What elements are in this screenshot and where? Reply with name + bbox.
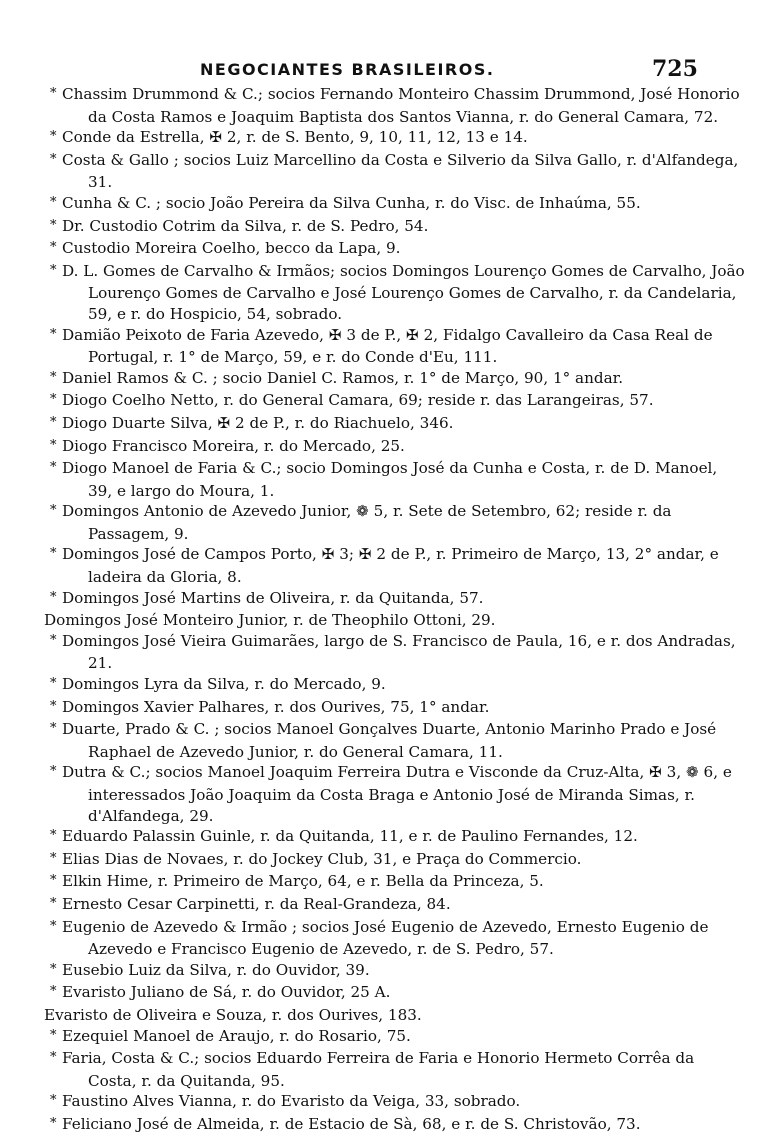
entry-text: Diogo Duarte Silva, ✠ 2 de P., r. do Riachuelo, 346. <box>62 413 454 432</box>
entry-text: Domingos Lyra da Silva, r. do Mercado, 9. <box>62 675 386 694</box>
entry-text: Duarte, Prado & C. ; socios Manoel Gonçalves Duarte, Antonio Marinho Prado e José Raphael de Azevedo Junior, r. do General Camara, 11. <box>62 720 717 761</box>
merchant-entry: * Elkin Hime, r. Primeiro de Março, 64, e r. Bella da Princeza, 5. <box>50 872 544 891</box>
entry-text: Cunha & C. ; socio João Pereira da Silva Cunha, r. do Visc. de Inhaúma, 55. <box>62 193 641 212</box>
entry-text: Faustino Alves Vianna, r. do Evaristo da Veiga, 33, sobrado. <box>62 1092 521 1111</box>
entry-text: Domingos Xavier Palhares, r. dos Ourives, 75, 1° andar. <box>62 697 490 716</box>
entry-text: Costa & Gallo ; socios Luiz Marcellino da Costa e Silverio da Silva Gallo, r. d'Alfandega, 31. <box>62 150 739 192</box>
entry-text: Conde da Estrella, ✠ 2, r. de S. Bento, 9, 10, 11, 12, 13 e 14. <box>62 128 528 147</box>
merchant-entry <box>44 1005 746 1026</box>
merchant-entry: * Diogo Francisco Moreira, r. do Mercado, 25. <box>50 436 405 455</box>
entry-text: Domingos José Martins de Oliveira, r. da Quitanda, 57. <box>62 588 484 607</box>
merchant-entry: * Ernesto Cesar Carpinetti, r. da Real-Grandeza, 84. <box>50 894 451 913</box>
merchant-list <box>44 84 746 1137</box>
entry-text: Eduardo Palassin Guinle, r. da Quitanda, 11, e r. de Paulino Fernandes, 12. <box>62 827 638 846</box>
merchant-entry: * Ezequiel Manoel de Araujo, r. do Rosario, 75. <box>50 1026 411 1045</box>
entry-text: Feliciano José de Almeida, r. de Estacio de Sà, 68, e r. de S. Christovão, 73. <box>62 1114 641 1133</box>
entry-text: Diogo Coelho Netto, r. do General Camara, 69; reside r. das Larangeiras, 57. <box>62 391 654 410</box>
merchant-entry: * Costa & Gallo ; socios Luiz Marcellino da Costa e Silverio da Silva Gallo, r. d'Alfandega, 31. <box>50 150 739 192</box>
entry-text: Damião Peixoto de Faria Azevedo, ✠ 3 de P., ✠ 2, Fidalgo Cavalleiro da Casa Real de Portugal, r. 1° de Março, 59, e r. do Conde d'Eu, 111. <box>62 325 713 367</box>
merchant-entry: * Diogo Coelho Netto, r. do General Camara, 69; reside r. das Larangeiras, 57. <box>50 391 654 410</box>
running-head <box>0 54 768 82</box>
entry-text: Domingos José de Campos Porto, ✠ 3; ✠ 2 de P., r. Primeiro de Março, 13, 2° andar, e ladeira da Gloria, 8. <box>62 545 719 587</box>
merchant-entry: * Daniel Ramos & C. ; socio Daniel C. Ramos, r. 1° de Março, 90, 1° andar. <box>50 368 624 387</box>
entry-text: Evaristo Juliano de Sá, r. do Ouvidor, 25 A. <box>62 983 391 1002</box>
entry-text: Daniel Ramos & C. ; socio Daniel C. Ramos, r. 1° de Março, 90, 1° andar. <box>62 368 624 387</box>
merchant-entry: * Diogo Manoel de Faria & C.; socio Domingos José da Cunha e Costa, r. de D. Manoel, 39, e largo do Moura, 1. <box>50 459 718 500</box>
entry-text: Evaristo de Oliveira e Souza, r. dos Ourives, 183. <box>44 1005 422 1024</box>
entry-text: Eugenio de Azevedo & Irmão ; socios José Eugenio de Azevedo, Ernesto Eugenio de Azevedo e Francisco Eugenio de Azevedo, r. de S. Pedro, 57. <box>62 917 709 959</box>
merchant-entry: * Domingos Antonio de Azevedo Junior, ❁ 5, r. Sete de Setembro, 62; reside r. da Passagem, 9. <box>50 502 672 543</box>
merchant-entry: * Dutra & C.; socios Manoel Joaquim Ferreira Dutra e Visconde da Cruz-Alta, ✠ 3, ❁ 6, e interessados João Joaquim da Costa Braga e Antonio José de Miranda Simas, r. d'Alfandega, 29. <box>50 763 732 825</box>
entry-text: Domingos José Vieira Guimarães, largo de S. Francisco de Paula, 16, e r. dos Andradas, 21. <box>62 631 736 673</box>
merchant-entry: * Faustino Alves Vianna, r. do Evaristo da Veiga, 33, sobrado. <box>50 1092 521 1111</box>
merchant-entry <box>44 610 746 631</box>
entry-text: Chassim Drummond & C.; socios Fernando Monteiro Chassim Drummond, José Honorio da Costa Ramos e Joaquim Baptista dos Santos Vianna, r. do General Camara, 72. <box>62 85 740 126</box>
entry-text: Diogo Manoel de Faria & C.; socio Domingos José da Cunha e Costa, r. de D. Manoel, 39, e largo do Moura, 1. <box>62 459 718 500</box>
merchant-entry: * Chassim Drummond & C.; socios Fernando Monteiro Chassim Drummond, José Honorio da Costa Ramos e Joaquim Baptista dos Santos Vianna, r. do General Camara, 72. <box>50 85 740 126</box>
entry-text: Ernesto Cesar Carpinetti, r. da Real-Grandeza, 84. <box>62 894 451 913</box>
entry-text: Faria, Costa & C.; socios Eduardo Ferreira de Faria e Honorio Hermeto Corrêa da Costa, r. da Quitanda, 95. <box>62 1049 695 1090</box>
merchant-entry: * Elias Dias de Novaes, r. do Jockey Club, 31, e Praça do Commercio. <box>50 849 582 868</box>
merchant-entry: * Faria, Costa & C.; socios Eduardo Ferreira de Faria e Honorio Hermeto Corrêa da Costa, r. da Quitanda, 95. <box>50 1049 695 1090</box>
merchant-entry: * Eugenio de Azevedo & Irmão ; socios José Eugenio de Azevedo, Ernesto Eugenio de Azevedo e Francisco Eugenio de Azevedo, r. de S. Pedro, 57. <box>50 917 709 959</box>
entry-text: Dr. Custodio Cotrim da Silva, r. de S. Pedro, 54. <box>62 216 429 235</box>
entry-text: D. L. Gomes de Carvalho & Irmãos; socios Domingos Lourenço Gomes de Carvalho, João Lourenço Gomes de Carvalho e José Lourenço Gomes de Carvalho, r. da Candelaria, 59, e r. do Hospicio, 54, sobrado. <box>62 261 745 323</box>
merchant-entry: * Feliciano José de Almeida, r. de Estacio de Sà, 68, e r. de S. Christovão, 73. <box>50 1114 641 1133</box>
merchant-entry: * Conde da Estrella, ✠ 2, r. de S. Bento, 9, 10, 11, 12, 13 e 14. <box>50 128 528 147</box>
entry-text: Elias Dias de Novaes, r. do Jockey Club, 31, e Praça do Commercio. <box>62 849 582 868</box>
merchant-entry: * Damião Peixoto de Faria Azevedo, ✠ 3 de P., ✠ 2, Fidalgo Cavalleiro da Casa Real de Portugal, r. 1° de Março, 59, e r. do Conde d'Eu, 111. <box>50 325 713 367</box>
running-title: NEGOCIANTES BRASILEIROS. <box>200 60 495 79</box>
merchant-entry: * Diogo Duarte Silva, ✠ 2 de P., r. do Riachuelo, 346. <box>50 413 454 432</box>
merchant-entry: * Domingos José Martins de Oliveira, r. da Quitanda, 57. <box>50 588 484 607</box>
merchant-entry: * Domingos Xavier Palhares, r. dos Ourives, 75, 1° andar. <box>50 697 490 716</box>
merchant-entry: * D. L. Gomes de Carvalho & Irmãos; socios Domingos Lourenço Gomes de Carvalho, João Lourenço Gomes de Carvalho e José Lourenço Gomes de Carvalho, r. da Candelaria, 59, e r. do Hospicio, 54, sobrado. <box>50 261 745 323</box>
entry-text: Custodio Moreira Coelho, becco da Lapa, 9. <box>62 239 401 258</box>
merchant-entry: * Dr. Custodio Cotrim da Silva, r. de S. Pedro, 54. <box>50 216 429 235</box>
merchant-entry: * Eusebio Luiz da Silva, r. do Ouvidor, 39. <box>50 960 370 979</box>
merchant-entry: * Cunha & C. ; socio João Pereira da Silva Cunha, r. do Visc. de Inhaúma, 55. <box>50 193 641 212</box>
entry-text: Domingos Antonio de Azevedo Junior, ❁ 5, r. Sete de Setembro, 62; reside r. da Passagem, 9. <box>62 502 672 543</box>
merchant-entry: * Evaristo Juliano de Sá, r. do Ouvidor, 25 A. <box>50 983 391 1002</box>
entry-text: Eusebio Luiz da Silva, r. do Ouvidor, 39. <box>62 960 370 979</box>
merchant-entry: * Custodio Moreira Coelho, becco da Lapa, 9. <box>50 239 401 258</box>
merchant-entry: * Domingos Lyra da Silva, r. do Mercado, 9. <box>50 675 386 694</box>
entry-text: Diogo Francisco Moreira, r. do Mercado, 25. <box>62 436 405 455</box>
merchant-entry: * Domingos José de Campos Porto, ✠ 3; ✠ 2 de P., r. Primeiro de Março, 13, 2° andar, e ladeira da Gloria, 8. <box>50 545 719 587</box>
merchant-entry: * Eduardo Palassin Guinle, r. da Quitanda, 11, e r. de Paulino Fernandes, 12. <box>50 827 638 846</box>
entry-text: Domingos José Monteiro Junior, r. de Theophilo Ottoni, 29. <box>44 611 496 630</box>
merchant-entry: * Duarte, Prado & C. ; socios Manoel Gonçalves Duarte, Antonio Marinho Prado e José Raphael de Azevedo Junior, r. do General Camara, 11. <box>50 720 717 761</box>
entry-text: Elkin Hime, r. Primeiro de Março, 64, e r. Bella da Princeza, 5. <box>62 872 544 891</box>
page-number: 725 <box>652 56 698 82</box>
entry-text: Dutra & C.; socios Manoel Joaquim Ferreira Dutra e Visconde da Cruz-Alta, ✠ 3, ❁ 6, e interessados João Joaquim da Costa Braga e Antonio José de Miranda Simas, r. d'Alfandega, 29. <box>62 763 732 825</box>
merchant-entry: * Domingos José Vieira Guimarães, largo de S. Francisco de Paula, 16, e r. dos Andradas, 21. <box>50 631 736 673</box>
entry-text: Ezequiel Manoel de Araujo, r. do Rosario, 75. <box>62 1026 411 1045</box>
